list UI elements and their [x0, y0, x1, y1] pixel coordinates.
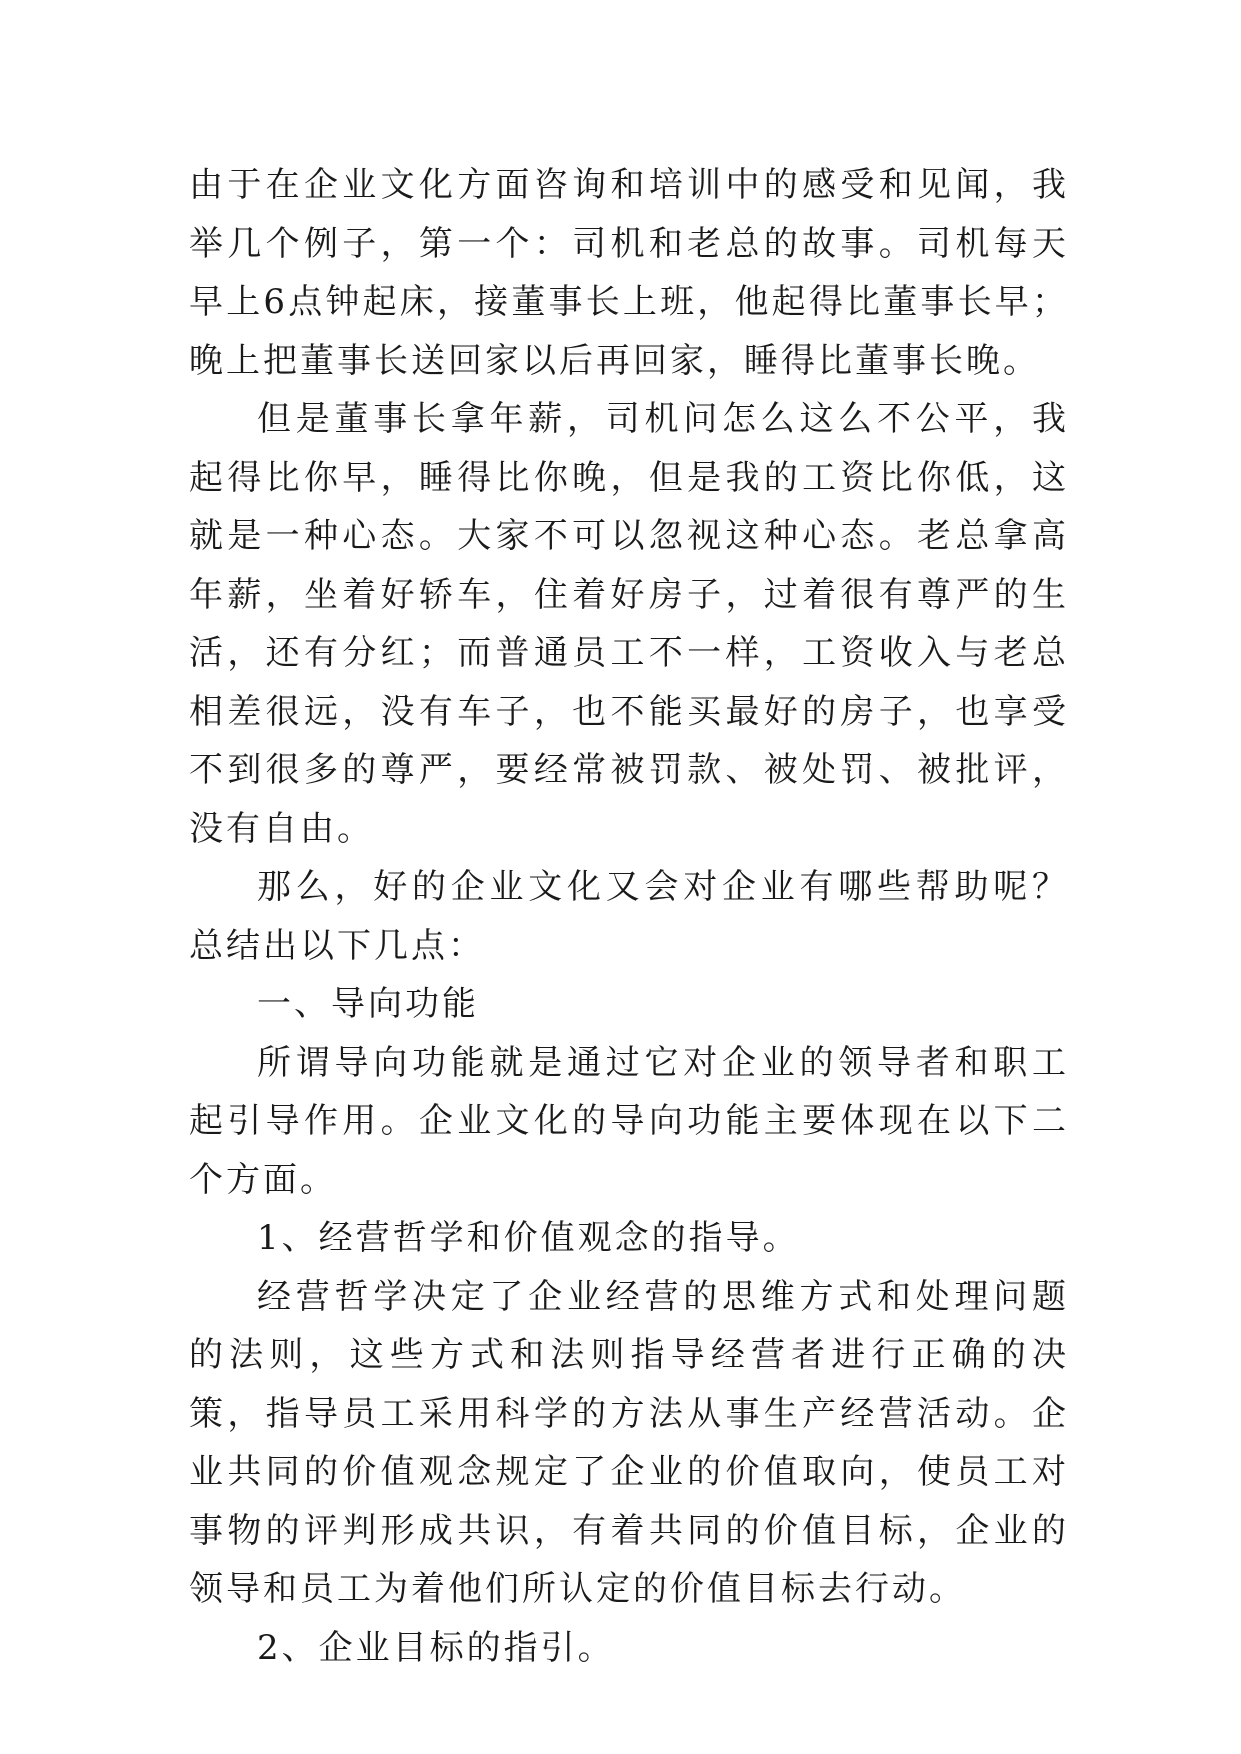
- paragraph-chairman-salary: 但是董事长拿年薪，司机问怎么这么不公平，我起得比你早，睡得比你晚，但是我的工资比你低，这就是一种心态。大家不可以忽视这种心态。老总拿高年薪，坐着好轿车，住着好房子，过着很有尊严的生活，还有分红；而普通员工不一样，工资收入与老总相差很远，没有车子，也不能买最好的房子，也享受不到很多的尊严，要经常被罚款、被处罚、被批评，没有自由。: [189, 399, 1069, 849]
- paragraph-philosophy-values: 经营哲学决定了企业经营的思维方式和处理问题的法则，这些方式和法则指导经营者进行正确的决策，指导员工采用科学的方法从事生产经营活动。企业共同的价值观念规定了企业的价值取向，使员工对事物的评判形成共识，有着共同的价值目标，企业的领导和员工为着他们所认定的价值目标去行动。: [189, 1276, 1069, 1609]
- heading-guidance-function: 一、导向功能: [257, 984, 479, 1024]
- paragraph-culture-benefits: 那么，好的企业文化又会对企业有哪些帮助呢？总结出以下几点：: [189, 867, 1069, 966]
- paragraph-guidance-definition: 所谓导向功能就是通过它对企业的领导者和职工起引导作用。企业文化的导向功能主要体现在以下二个方面。: [189, 1042, 1069, 1200]
- document-body: [189, 156, 1069, 1677]
- subheading-enterprise-goals: 2、企业目标的指引。: [257, 1627, 615, 1668]
- paragraph-driver-story: 由于在企业文化方面咨询和培训中的感受和见闻，我举几个例子，第一个：司机和老总的故事。司机每天早上6点钟起床，接董事长上班，他起得比董事长早；晚上把董事长送回家以后再回家，睡得比董事长晚。: [189, 165, 1069, 381]
- subheading-philosophy-values: 1、经营哲学和价值观念的指导。: [257, 1218, 800, 1258]
